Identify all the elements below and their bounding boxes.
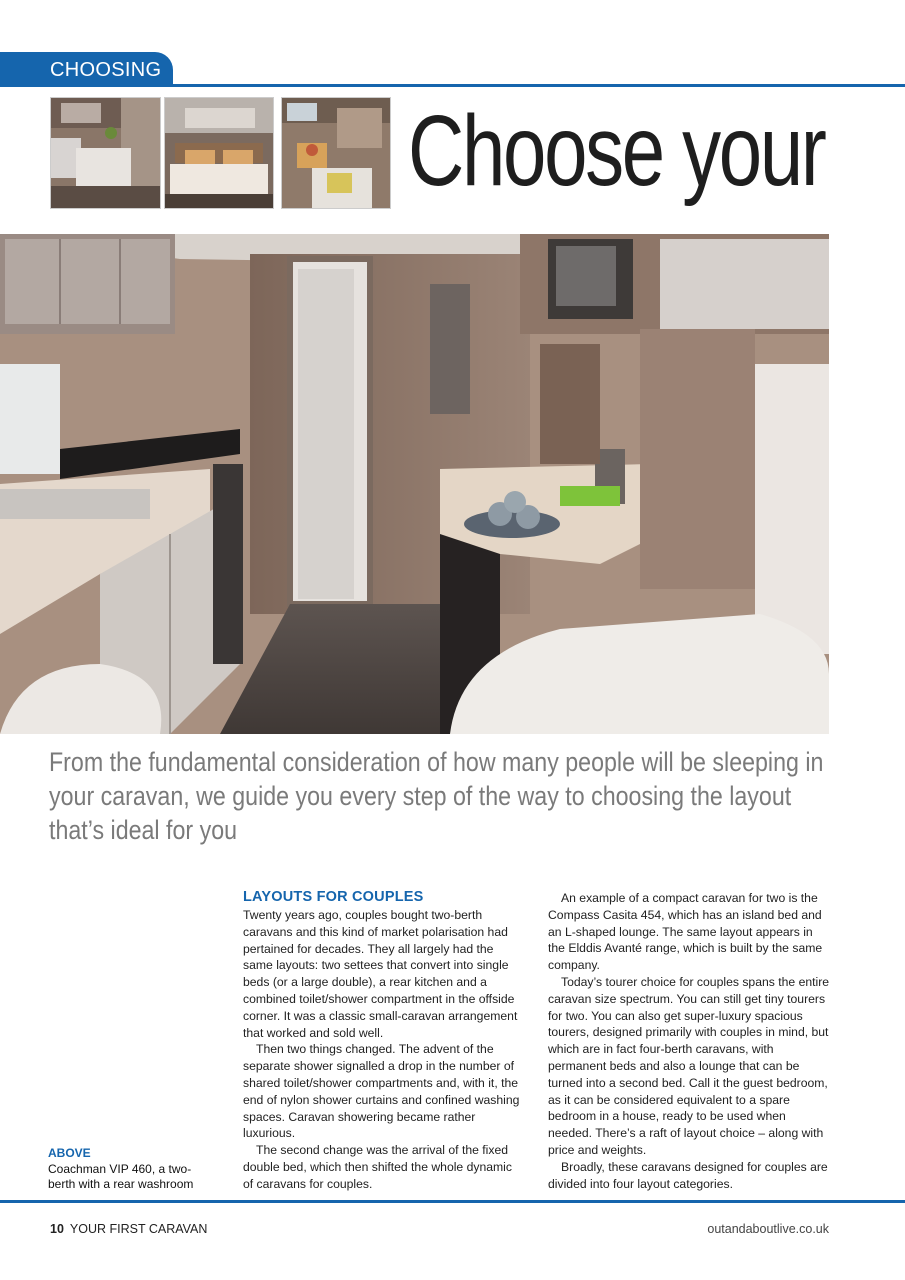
footer-left <box>50 1222 207 1236</box>
article-paragraph: Then two things changed. The advent of the separate shower signalled a drop in the number of shared toilet/shower compartments and, with it, the end of nylon shower curtains and confined washing spaces. Caravan showering became rather luxurious. <box>243 1042 520 1141</box>
caption-text: Coachman VIP 460, a two-berth with a rear washroom <box>48 1161 194 1191</box>
publication-name: YOUR FIRST CARAVAN <box>69 1222 208 1236</box>
section-tab <box>0 52 173 86</box>
photo-caption <box>48 1146 213 1193</box>
caption-label: ABOVE <box>48 1146 91 1160</box>
thumbnail-lounge-photo <box>281 97 391 209</box>
article-paragraph: Broadly, these caravans designed for couples are divided into four layout categories. <box>548 1159 828 1191</box>
thumbnail-kitchen-photo <box>50 97 161 209</box>
bottom-rule <box>0 1200 905 1203</box>
article-column-1 <box>243 888 525 1193</box>
page-headline: Choose your <box>408 95 825 207</box>
footer-website: outandaboutlive.co.uk <box>707 1222 829 1236</box>
article-paragraph: Today’s tourer choice for couples spans the entire caravan size spectrum. You can still get tiny tourers for two. You can also get super-luxury spacious tourers, designed primarily with couples in mind, but which are in fact four-berth caravans, with permanent beds and also a lounge that can be turned into a second bed. Call it the guest bedroom, as it can be considered equivalent to a spare bedroom in a house, ready to be used when needed. There’s a raft of layout choice – along with price and weights. <box>548 974 830 1157</box>
article-paragraph: An example of a compact caravan for two is the Compass Casita 454, which has an island bed and an L-shaped lounge. The same layout appears in the Elddis Avanté range, which is built by the same company. <box>548 891 823 973</box>
thumbnail-bedroom-photo <box>164 97 274 209</box>
hero-caravan-interior-photo <box>0 234 829 734</box>
article-column-2 <box>548 890 830 1192</box>
article-subhead: LAYOUTS FOR COUPLES <box>243 889 424 905</box>
section-label: CHOOSING <box>50 59 162 81</box>
article-paragraph: Twenty years ago, couples bought two-berth caravans and this kind of market polarisation had pertained for decades. They all largely had the same layouts: two settees that convert into single beds (or a large double), a rear kitchen and a combined toilet/shower compartment in the offside corner. It was a classic small-caravan arrangement that worked and sold well. <box>243 908 518 1040</box>
article-paragraph: The second change was the arrival of the fixed double bed, which then shifted the whole dynamic of caravans for couples. <box>243 1143 512 1191</box>
standfirst: From the fundamental consideration of how many people will be sleeping in your caravan, we guide you every step of the way to choosing the layout that’s ideal for you <box>49 747 824 845</box>
page-number: 10 <box>50 1222 64 1236</box>
